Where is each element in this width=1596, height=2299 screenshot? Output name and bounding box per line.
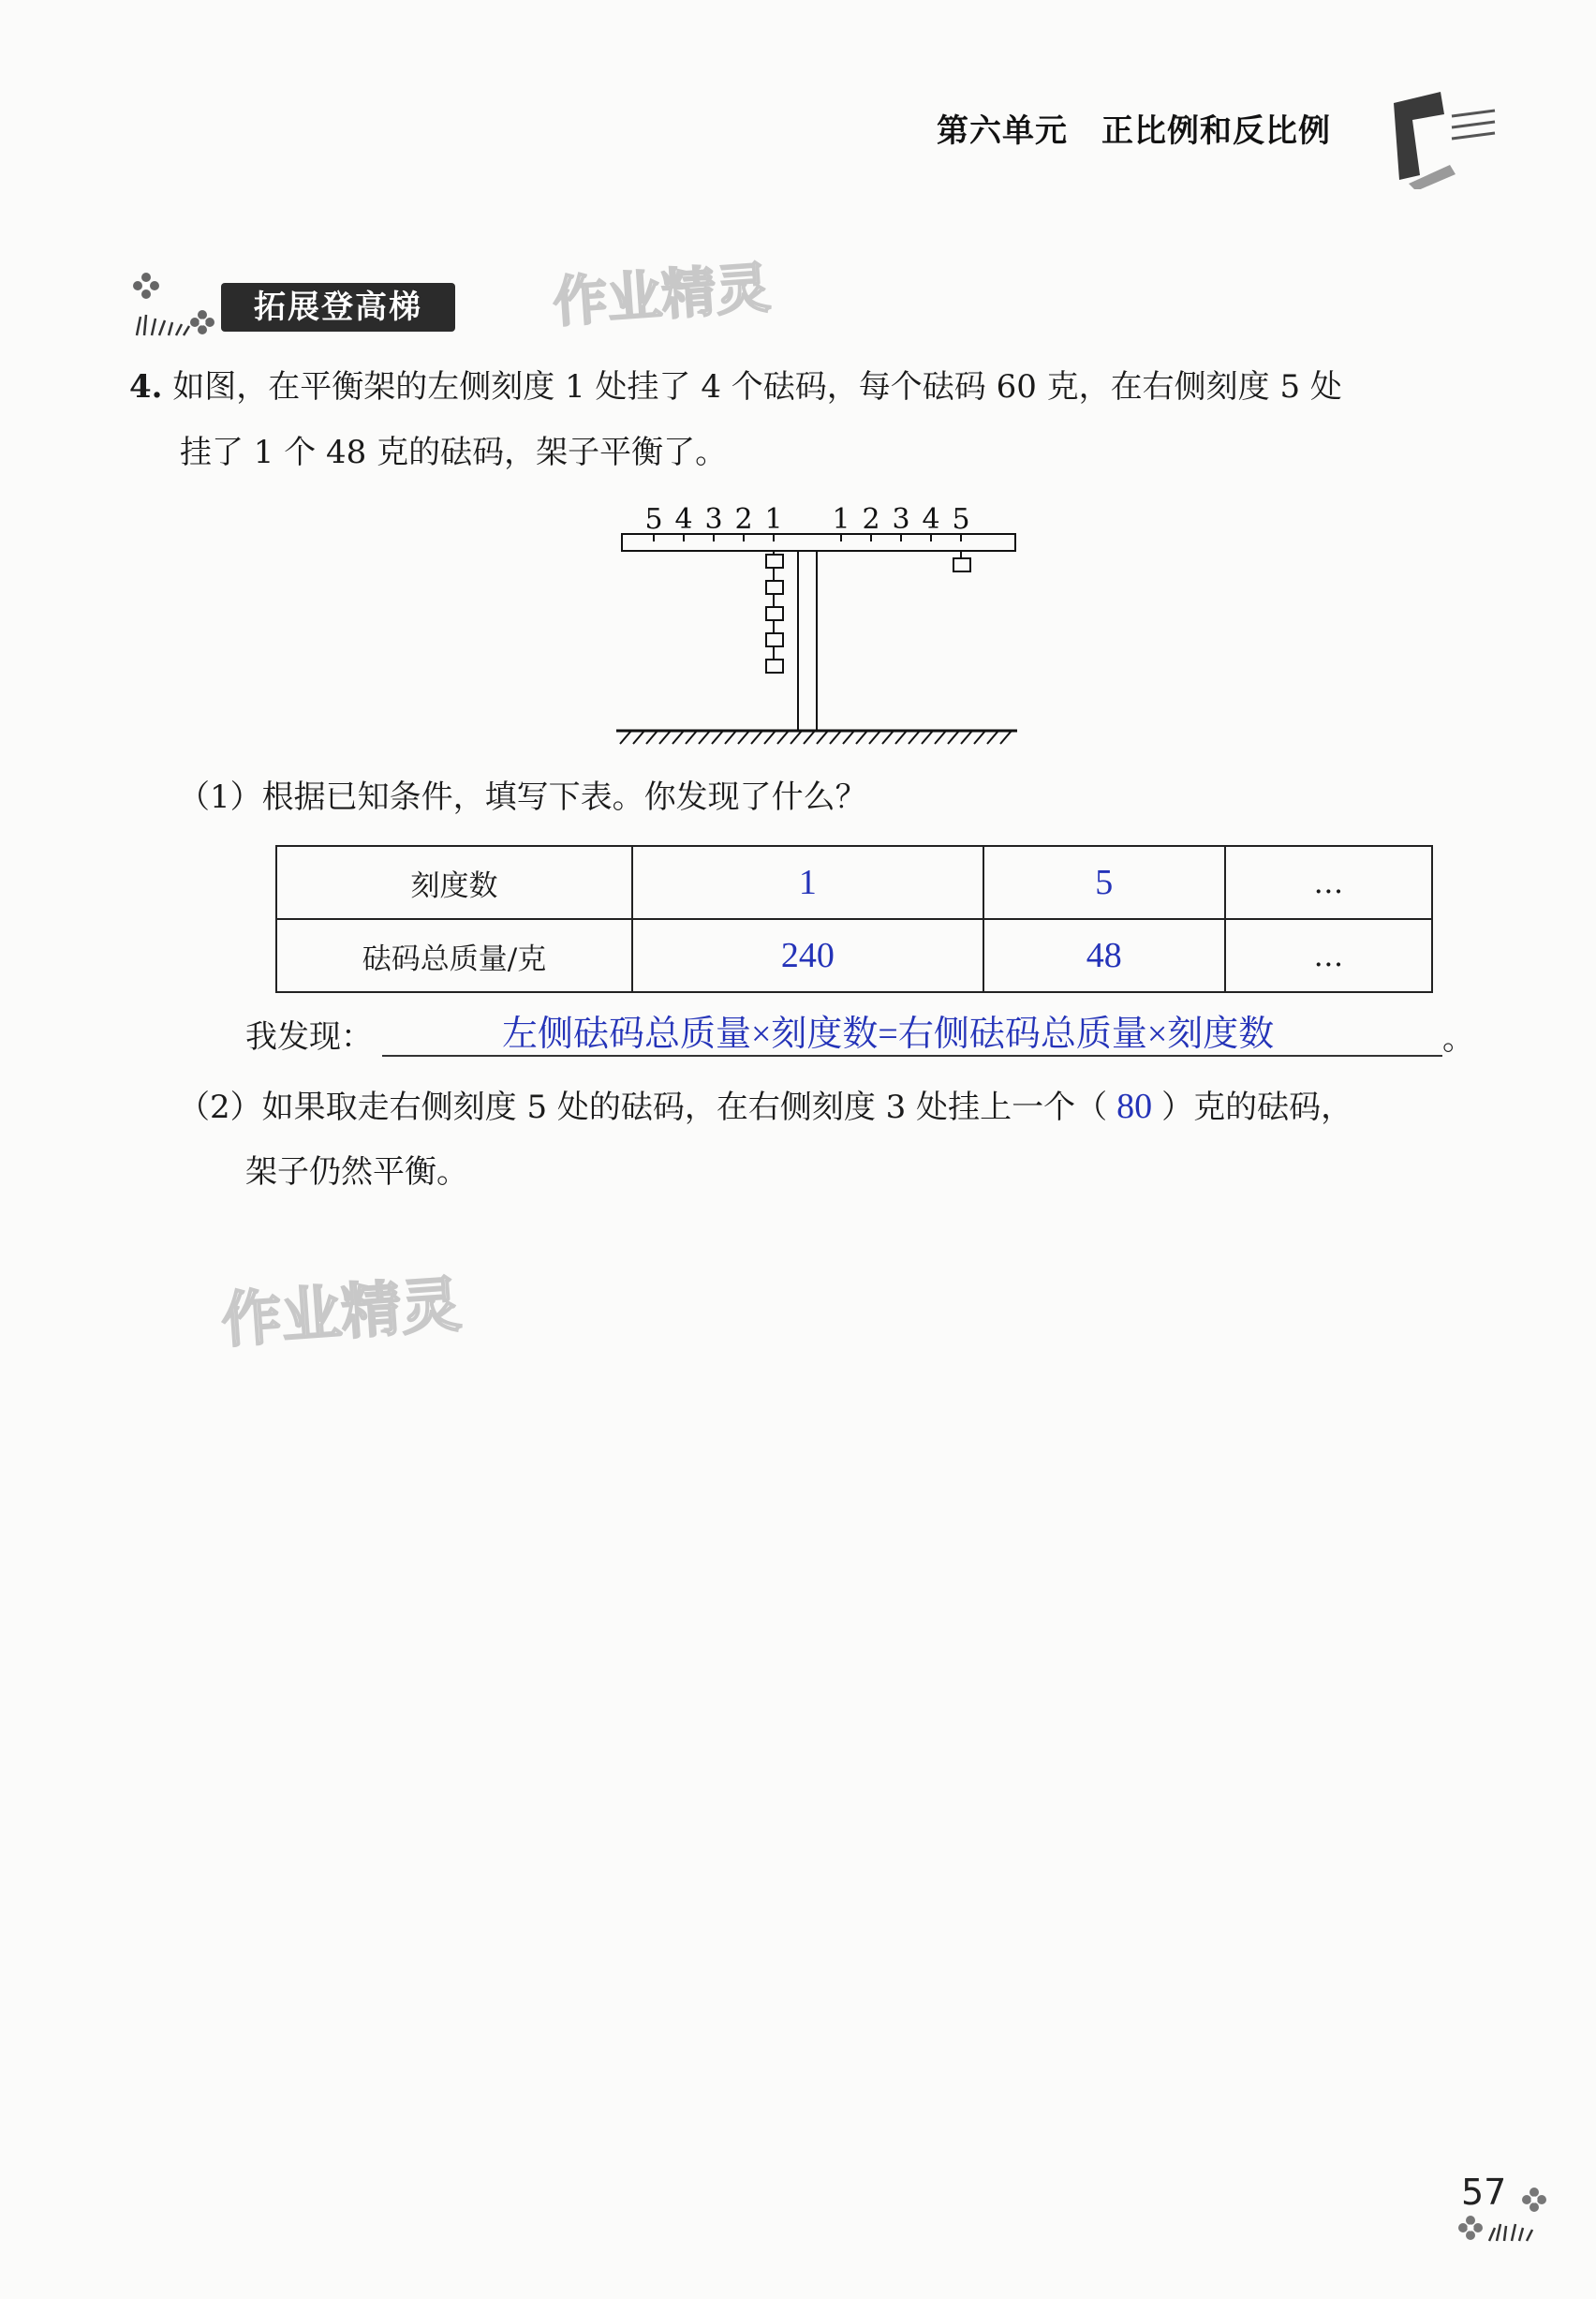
question-number: 4. — [129, 368, 163, 406]
row-header-scale: 刻度数 — [276, 846, 632, 919]
question-line-2: 挂了 1 个 48 克的砝码，架子平衡了。 — [180, 434, 728, 471]
page-number: 57 — [1461, 2172, 1507, 2213]
question-text-1: 如图，在平衡架的左侧刻度 1 处挂了 4 个砝码，每个砝码 60 克，在右侧刻度 5 处 — [172, 368, 1342, 406]
unit-topic: 正比例和反比例 — [1101, 112, 1331, 150]
data-table — [275, 845, 1433, 993]
part2-text-after: ）克的砝码， — [1161, 1089, 1353, 1126]
ground-hatching — [620, 731, 1012, 744]
table-cell: 240 — [632, 919, 983, 992]
scale-left-3: 3 — [704, 503, 723, 536]
finding-answer: 左侧砝码总质量×刻度数=右侧砝码总质量×刻度数 — [502, 1015, 1275, 1054]
left-weights — [766, 551, 783, 673]
scale-left-4: 4 — [674, 503, 693, 536]
section-badge: 拓展登高梯 — [221, 283, 455, 332]
table-cell: 5 — [983, 846, 1225, 919]
flower-decoration-icon — [127, 264, 221, 339]
finding-label: 我发现： — [245, 1018, 373, 1056]
row-header-mass: 砝码总质量/克 — [276, 919, 632, 992]
table-row — [276, 919, 1432, 992]
right-weight — [953, 551, 970, 571]
scale-left-5: 5 — [644, 503, 663, 536]
scale-right-3: 3 — [892, 503, 910, 536]
part2-line-1 — [178, 1074, 1352, 1140]
scale-left-2: 2 — [734, 503, 753, 536]
table-cell: … — [1225, 919, 1432, 992]
part1-prompt: （1）根据已知条件，填写下表。你发现了什么？ — [178, 779, 867, 816]
part2-line-2: 架子仍然平衡。 — [245, 1153, 468, 1191]
question-line-1 — [129, 354, 1342, 420]
watermark: 作业精灵 — [551, 255, 773, 334]
table-cell: … — [1225, 846, 1432, 919]
unit-header — [937, 105, 1331, 151]
header-decoration-icon — [1384, 86, 1506, 189]
table-cell: 48 — [983, 919, 1225, 992]
scale-right-2: 2 — [862, 503, 880, 536]
table-cell: 1 — [632, 846, 983, 919]
scale-right-4: 4 — [922, 503, 940, 536]
part2-text-before: （2）如果取走右侧刻度 5 处的砝码，在右侧刻度 3 处挂上一个（ — [178, 1089, 1108, 1126]
finding-end: 。 — [1442, 1020, 1474, 1058]
scale-right-5: 5 — [952, 503, 970, 536]
part2-answer: 80 — [1116, 1087, 1153, 1126]
scale-left-1: 1 — [764, 503, 783, 536]
scale-right-1: 1 — [832, 503, 850, 536]
balance-post — [798, 551, 817, 731]
unit-label: 第六单元 — [937, 112, 1068, 150]
table-row — [276, 846, 1432, 919]
balance-figure — [599, 495, 1030, 757]
watermark: 作业精灵 — [219, 1270, 464, 1357]
footer-flower-decoration-icon — [1452, 2183, 1555, 2248]
balance-beam — [622, 534, 1015, 551]
